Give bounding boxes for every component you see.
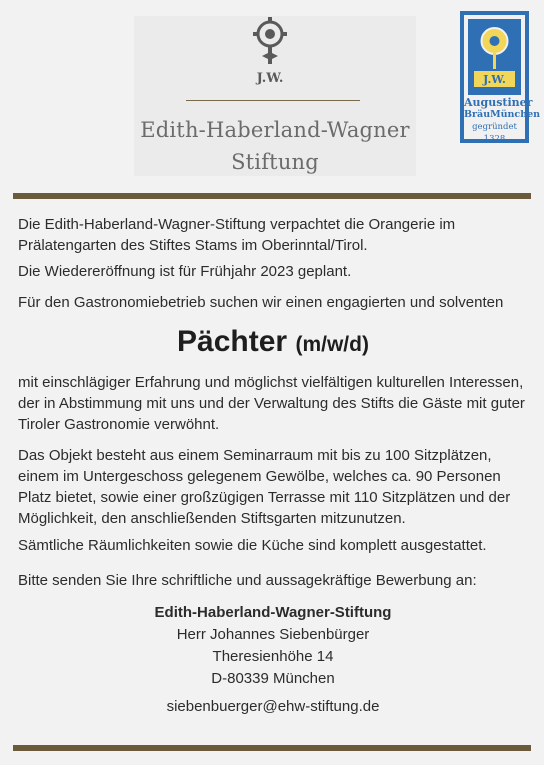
contact-block: [18, 602, 528, 718]
foundation-name-line2: Stiftung: [231, 150, 319, 174]
augustiner-name: Augustiner: [464, 96, 533, 109]
augustiner-logo: [460, 11, 541, 144]
augustiner-emblem: [468, 19, 521, 95]
ad-body: [18, 214, 528, 718]
job-title: [18, 321, 528, 366]
object-text: Das Objekt besteht aus einem Seminarraum mit bis zu 100 Sitzplätzen, einem im Untergeschoss gelegenem Gewölbe, welches ca. 90 Personen Platz bietet, sowie einer großzügigen Terrasse mit 110 Sitzplätzen und der Möglichkeit, den anschließenden Stiftsgarten mitzunutzen.: [18, 447, 511, 527]
logo-divider: [186, 100, 360, 101]
search-text: Für den Gastronomiebetrieb suchen wir einen engagierten und solventen: [18, 294, 504, 311]
contact-email-link[interactable]: siebenbuerger@ehw-stiftung.de: [166, 698, 380, 715]
job-title-gender: (m/w/d): [295, 333, 369, 356]
profile-text: mit einschlägiger Erfahrung und möglichst vielfältigen kulturellen Interessen, der in Abstimmung mit uns und der Verwaltung des Stifts die Gäste mit guter Tiroler Gastronomie verwöhnt.: [18, 374, 525, 433]
augustiner-founded: gegründet 1328: [472, 122, 517, 144]
foundation-name-line1: Edith-Haberland-Wagner: [140, 118, 410, 142]
intro-text: Die Edith-Haberland-Wagner-Stiftung verpachtet die Orangerie im Prälatengarten des Stiftes Stams im Oberinntal/Tirol.: [18, 216, 456, 254]
augustiner-crozier-icon: [468, 19, 521, 95]
augustiner-city: BräuMünchen: [464, 109, 541, 120]
contact-city: D-80339 München: [211, 670, 335, 687]
foundation-name: [134, 114, 416, 178]
equipment-text: Sämtliche Räumlichkeiten sowie die Küche sind komplett ausgestattet.: [18, 537, 487, 554]
contact-person: Herr Johannes Siebenbürger: [176, 626, 370, 643]
contact-street: Theresienhöhe 14: [212, 648, 334, 665]
contact-org: Edith-Haberland-Wagner-Stiftung: [154, 604, 392, 621]
apply-text: Bitte senden Sie Ihre schriftliche und aussagekräftige Bewerbung an:: [18, 572, 477, 589]
bottom-divider-bar: [13, 745, 531, 751]
augustiner-initials: J.W.: [483, 73, 506, 86]
foundation-logo: [134, 16, 416, 176]
top-divider-bar: [13, 193, 531, 199]
emblem-initials: J.W.: [256, 71, 284, 86]
job-title-main: Pächter: [177, 325, 288, 358]
reopening-text: Die Wiedereröffnung ist für Frühjahr 2023 geplant.: [18, 263, 352, 280]
crozier-emblem-icon: [244, 16, 296, 98]
